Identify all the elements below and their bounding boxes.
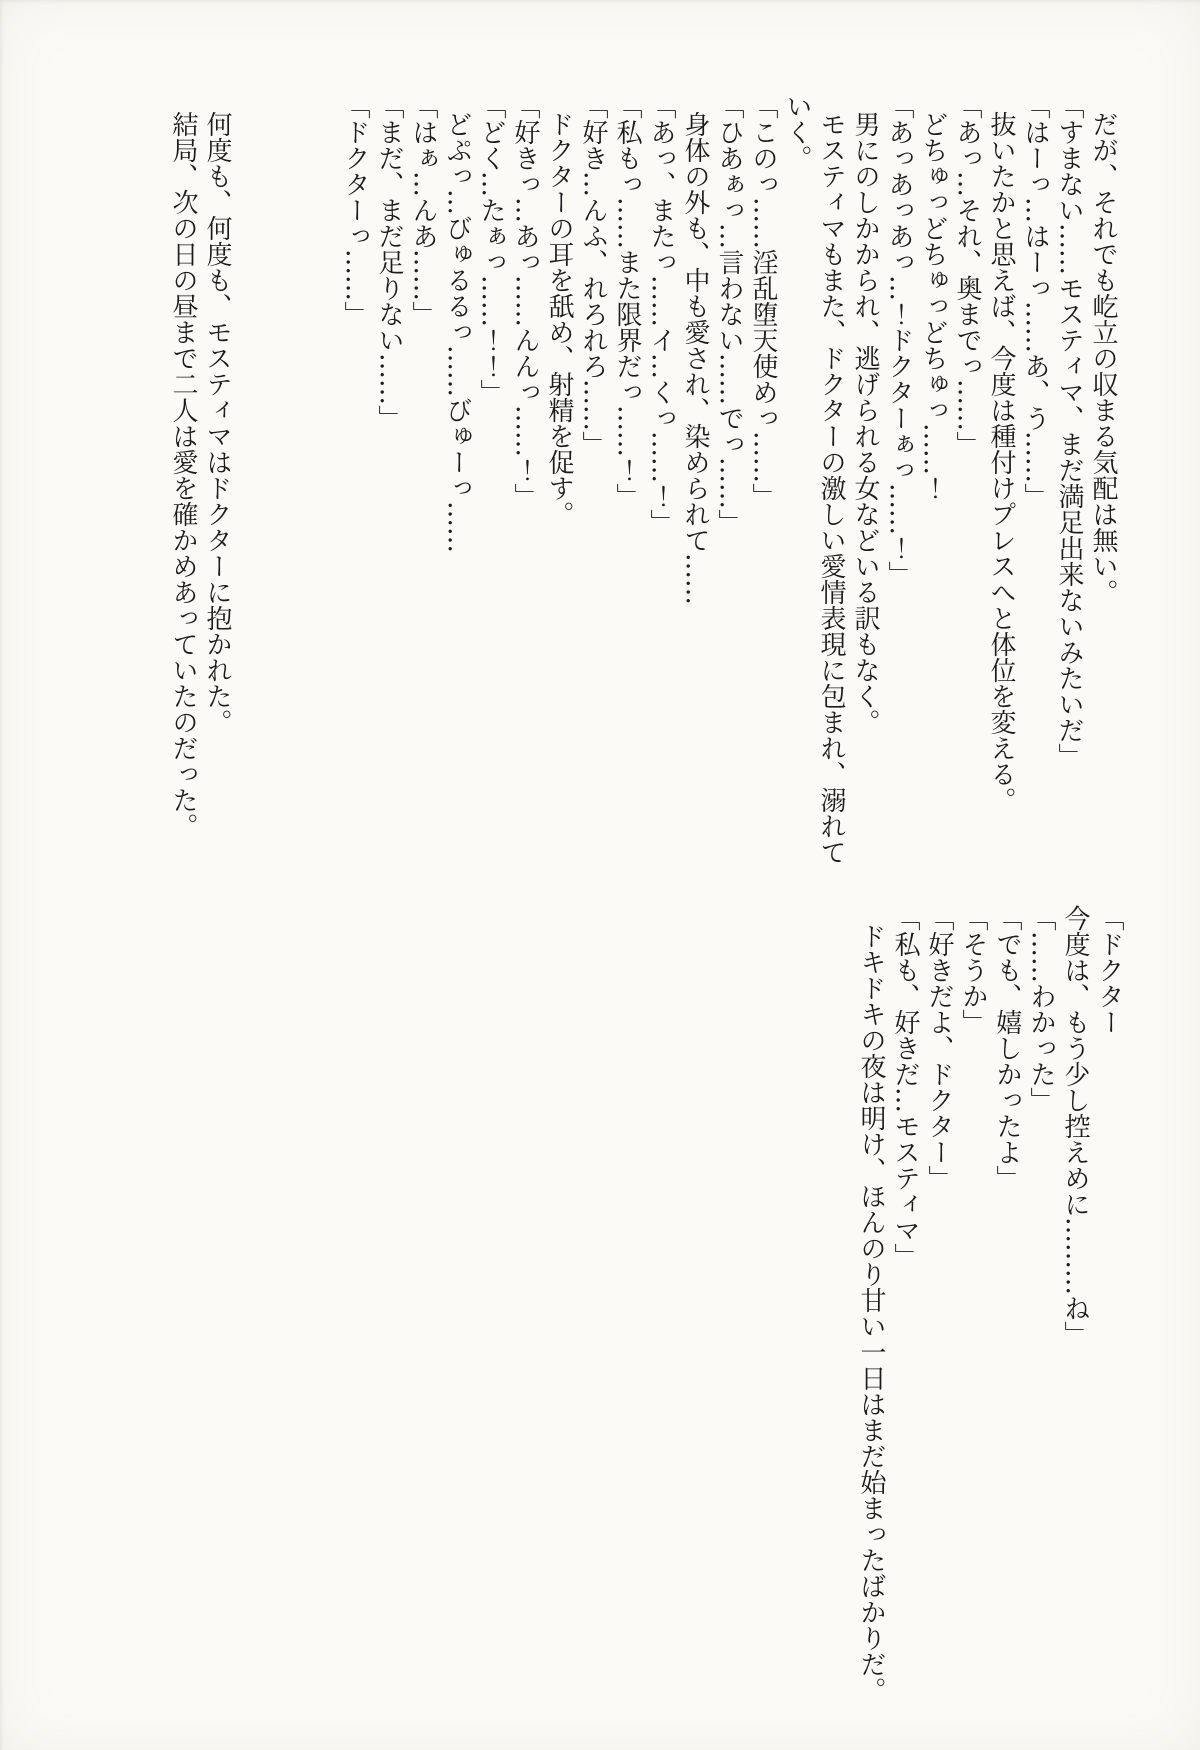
vertical-text-line: 「はーっ…はーっ……あ、う……」 [1020,93,1050,509]
vertical-text-line: 「……わかった」 [1026,905,1056,1113]
vertical-text-line: 「あっあっあっ…！ドクターぁっ……！」 [884,93,914,587]
vertical-text-line: どぷっ…びゅるるっ……びゅーっ…… [442,111,472,553]
vertical-text-line: 「あっ、またっ……イ…くっ……！」 [646,93,676,535]
text-band-bottom [854,905,1126,1703]
vertical-text-line: 「どく…たぁっ……！！」 [476,93,506,405]
vertical-text-line: モスティマもまた、ドクターの激しい愛情表現に包まれ、溺れて [816,111,846,865]
vertical-text-line: 今度は、もう少し控えめに………ね」 [1060,905,1090,1347]
vertical-text-line: 「好きっ…あっ……んんっ……！」 [510,93,540,509]
vertical-text-line: だが、それでも屹立の収まる気配は無い。 [1088,111,1118,605]
vertical-text-line: 結局、次の日の昼まで二人は愛を確かめあっていたのだった。 [168,111,198,839]
vertical-text-line: 「好きだよ、ドクター」 [924,905,954,1191]
vertical-text-line: 「ドクター [1094,905,1124,1035]
vertical-text-line: 「あっ…それ、奥までっ……」 [952,93,982,457]
vertical-text-line: 「ひあぁっ…言わない……でっ……」 [714,93,744,535]
vertical-text-line: ドクターの耳を舐め、射精を促す。 [544,111,574,527]
vertical-text-line: 「私も、好きだ…モスティマ」 [890,905,920,1269]
vertical-text-line: 「でも、嬉しかったよ」 [992,905,1022,1191]
vertical-text-line: 何度も、何度も、モスティマはドクターに抱かれた。 [202,111,232,735]
vertical-text-line: どちゅっどちゅっどちゅっ……！ [918,111,948,501]
vertical-text-line: 「すまない……モスティマ、まだ満足出来ないみたいだ」 [1054,93,1084,769]
vertical-text-line: ドキドキの夜は明け、ほんのり甘い一日はまだ始まったばかりだ。 [856,923,886,1703]
vertical-text-line: 抜いたかと思えば、今度は種付けプレスへと体位を変える。 [986,111,1016,813]
vertical-text-line: いく。 [782,93,812,171]
vertical-text-line: 男にのしかかられ、逃げられる女などいる訳もなく。 [850,111,880,735]
vertical-text-line: 「好き…んふ、れろれろ……」 [578,93,608,457]
vertical-text-line: 「ドクターっ……」 [340,93,370,327]
vertical-text-line: 「私もっ……また限界だっ……！」 [612,93,642,509]
vertical-text-line: 「はぁ…んあ……」 [408,93,438,327]
vertical-text-line: 「このっ……淫乱堕天使めっ……」 [748,93,778,509]
vertical-text-line: 身体の外も、中も愛され、染められて…… [680,111,710,605]
vertical-text-line: 「まだ、まだ足りない……」 [374,93,404,431]
text-band-top [166,93,1120,865]
vertical-text-line: 「そうか」 [958,905,988,1035]
